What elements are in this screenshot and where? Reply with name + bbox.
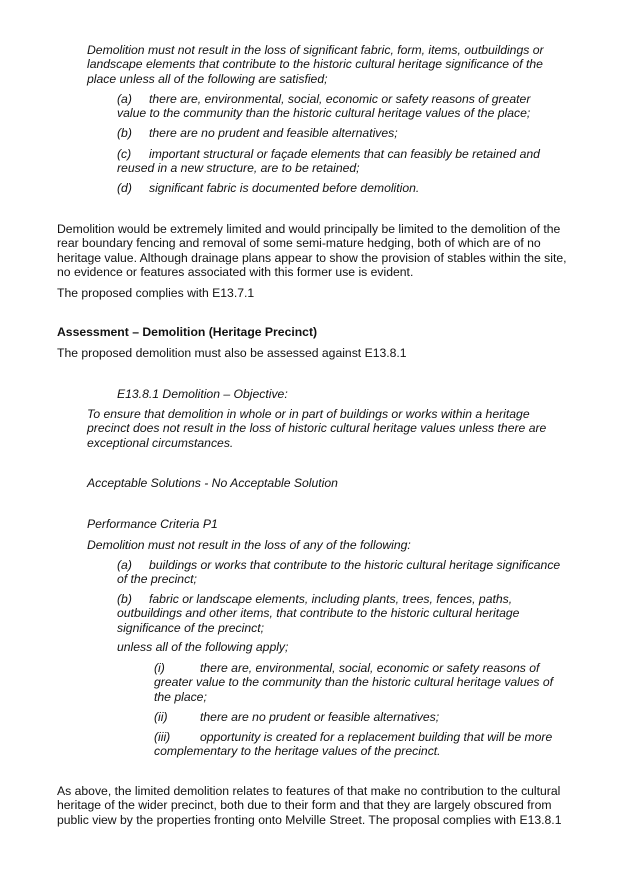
item-label: (iii): [154, 730, 171, 744]
section-heading: Assessment – Demolition (Heritage Precinct): [57, 325, 318, 339]
complies-statement-1: The proposed complies with E13.7.1: [57, 286, 255, 300]
unless-item-i: [154, 661, 566, 704]
item-label: (c): [117, 147, 132, 161]
item-text: important structural or façade elements that can feasibly be retained and reused in a new structure, are to be retained;: [117, 147, 540, 176]
item-label: (i): [154, 661, 165, 675]
top-criteria-item-c: [117, 147, 557, 176]
unless-item-iii: [154, 730, 566, 759]
unless-item-ii: [154, 710, 566, 724]
item-label: (b): [117, 592, 132, 606]
item-text: there are, environmental, social, economic or safety reasons of greater value to the community than the historic cultural heritage values of the place;: [154, 661, 554, 704]
item-text: opportunity is created for a replacement building that will be more complementary to the heritage values of the precinct.: [154, 730, 553, 759]
response-paragraph-2: As above, the limited demolition relates to features of that make no contribution to the cultural heritage of the wider precinct, both due to their form and that they are largely obscured from public view by the properties fronting onto Melville Street. The proposal complies with E13.8.1: [57, 784, 562, 827]
objective-heading: E13.8.1 Demolition – Objective:: [117, 387, 288, 401]
item-label: (a): [117, 558, 132, 572]
item-text: significant fabric is documented before demolition.: [149, 181, 420, 195]
item-text: fabric or landscape elements, including plants, trees, fences, paths, outbuildings and other items, that contribute to the historic cultural heritage significance of the precinct;: [117, 592, 520, 635]
response-paragraph-1: Demolition would be extremely limited and would principally be limited to the demolition of the rear boundary fencing and removal of some semi-mature hedging, both of which are of no heritage value. Although drainage plans appear to show the provision of stables within the site, no evidence or features associated with this former use is evident.: [57, 222, 567, 280]
item-label: (b): [117, 126, 132, 140]
top-criteria-item-a: [117, 92, 557, 121]
performance-item-a: [117, 558, 569, 587]
item-text: there are no prudent and feasible alternatives;: [149, 126, 398, 140]
item-label: (d): [117, 181, 132, 195]
top-criteria-intro: Demolition must not result in the loss of significant fabric, form, items, outbuildings or landscape elements that contribute to the historic cultural heritage significance of the place unless all of the following are satisfied;: [87, 43, 544, 86]
performance-heading: Performance Criteria P1: [87, 517, 218, 531]
performance-intro: Demolition must not result in the loss of any of the following:: [87, 538, 411, 552]
item-label: (a): [117, 92, 132, 106]
objective-text: To ensure that demolition in whole or in part of buildings or works within a heritage precinct does not result in the loss of historic cultural heritage values unless there are exceptional circumstances.: [87, 407, 547, 450]
item-text: there are, environmental, social, economic or safety reasons of greater value to the community than the historic cultural heritage values of the place;: [117, 92, 531, 121]
performance-item-b: [117, 592, 537, 635]
unless-text: unless all of the following apply;: [117, 640, 289, 654]
acceptable-solutions: Acceptable Solutions - No Acceptable Solution: [87, 476, 338, 490]
item-text: buildings or works that contribute to the historic cultural heritage significance of the precinct;: [117, 558, 561, 587]
item-label: (ii): [154, 710, 168, 724]
top-criteria-item-b: [117, 126, 557, 140]
item-text: there are no prudent or feasible alternatives;: [200, 710, 440, 724]
top-criteria-item-d: [117, 181, 557, 195]
section-intro: The proposed demolition must also be assessed against E13.8.1: [57, 346, 407, 360]
